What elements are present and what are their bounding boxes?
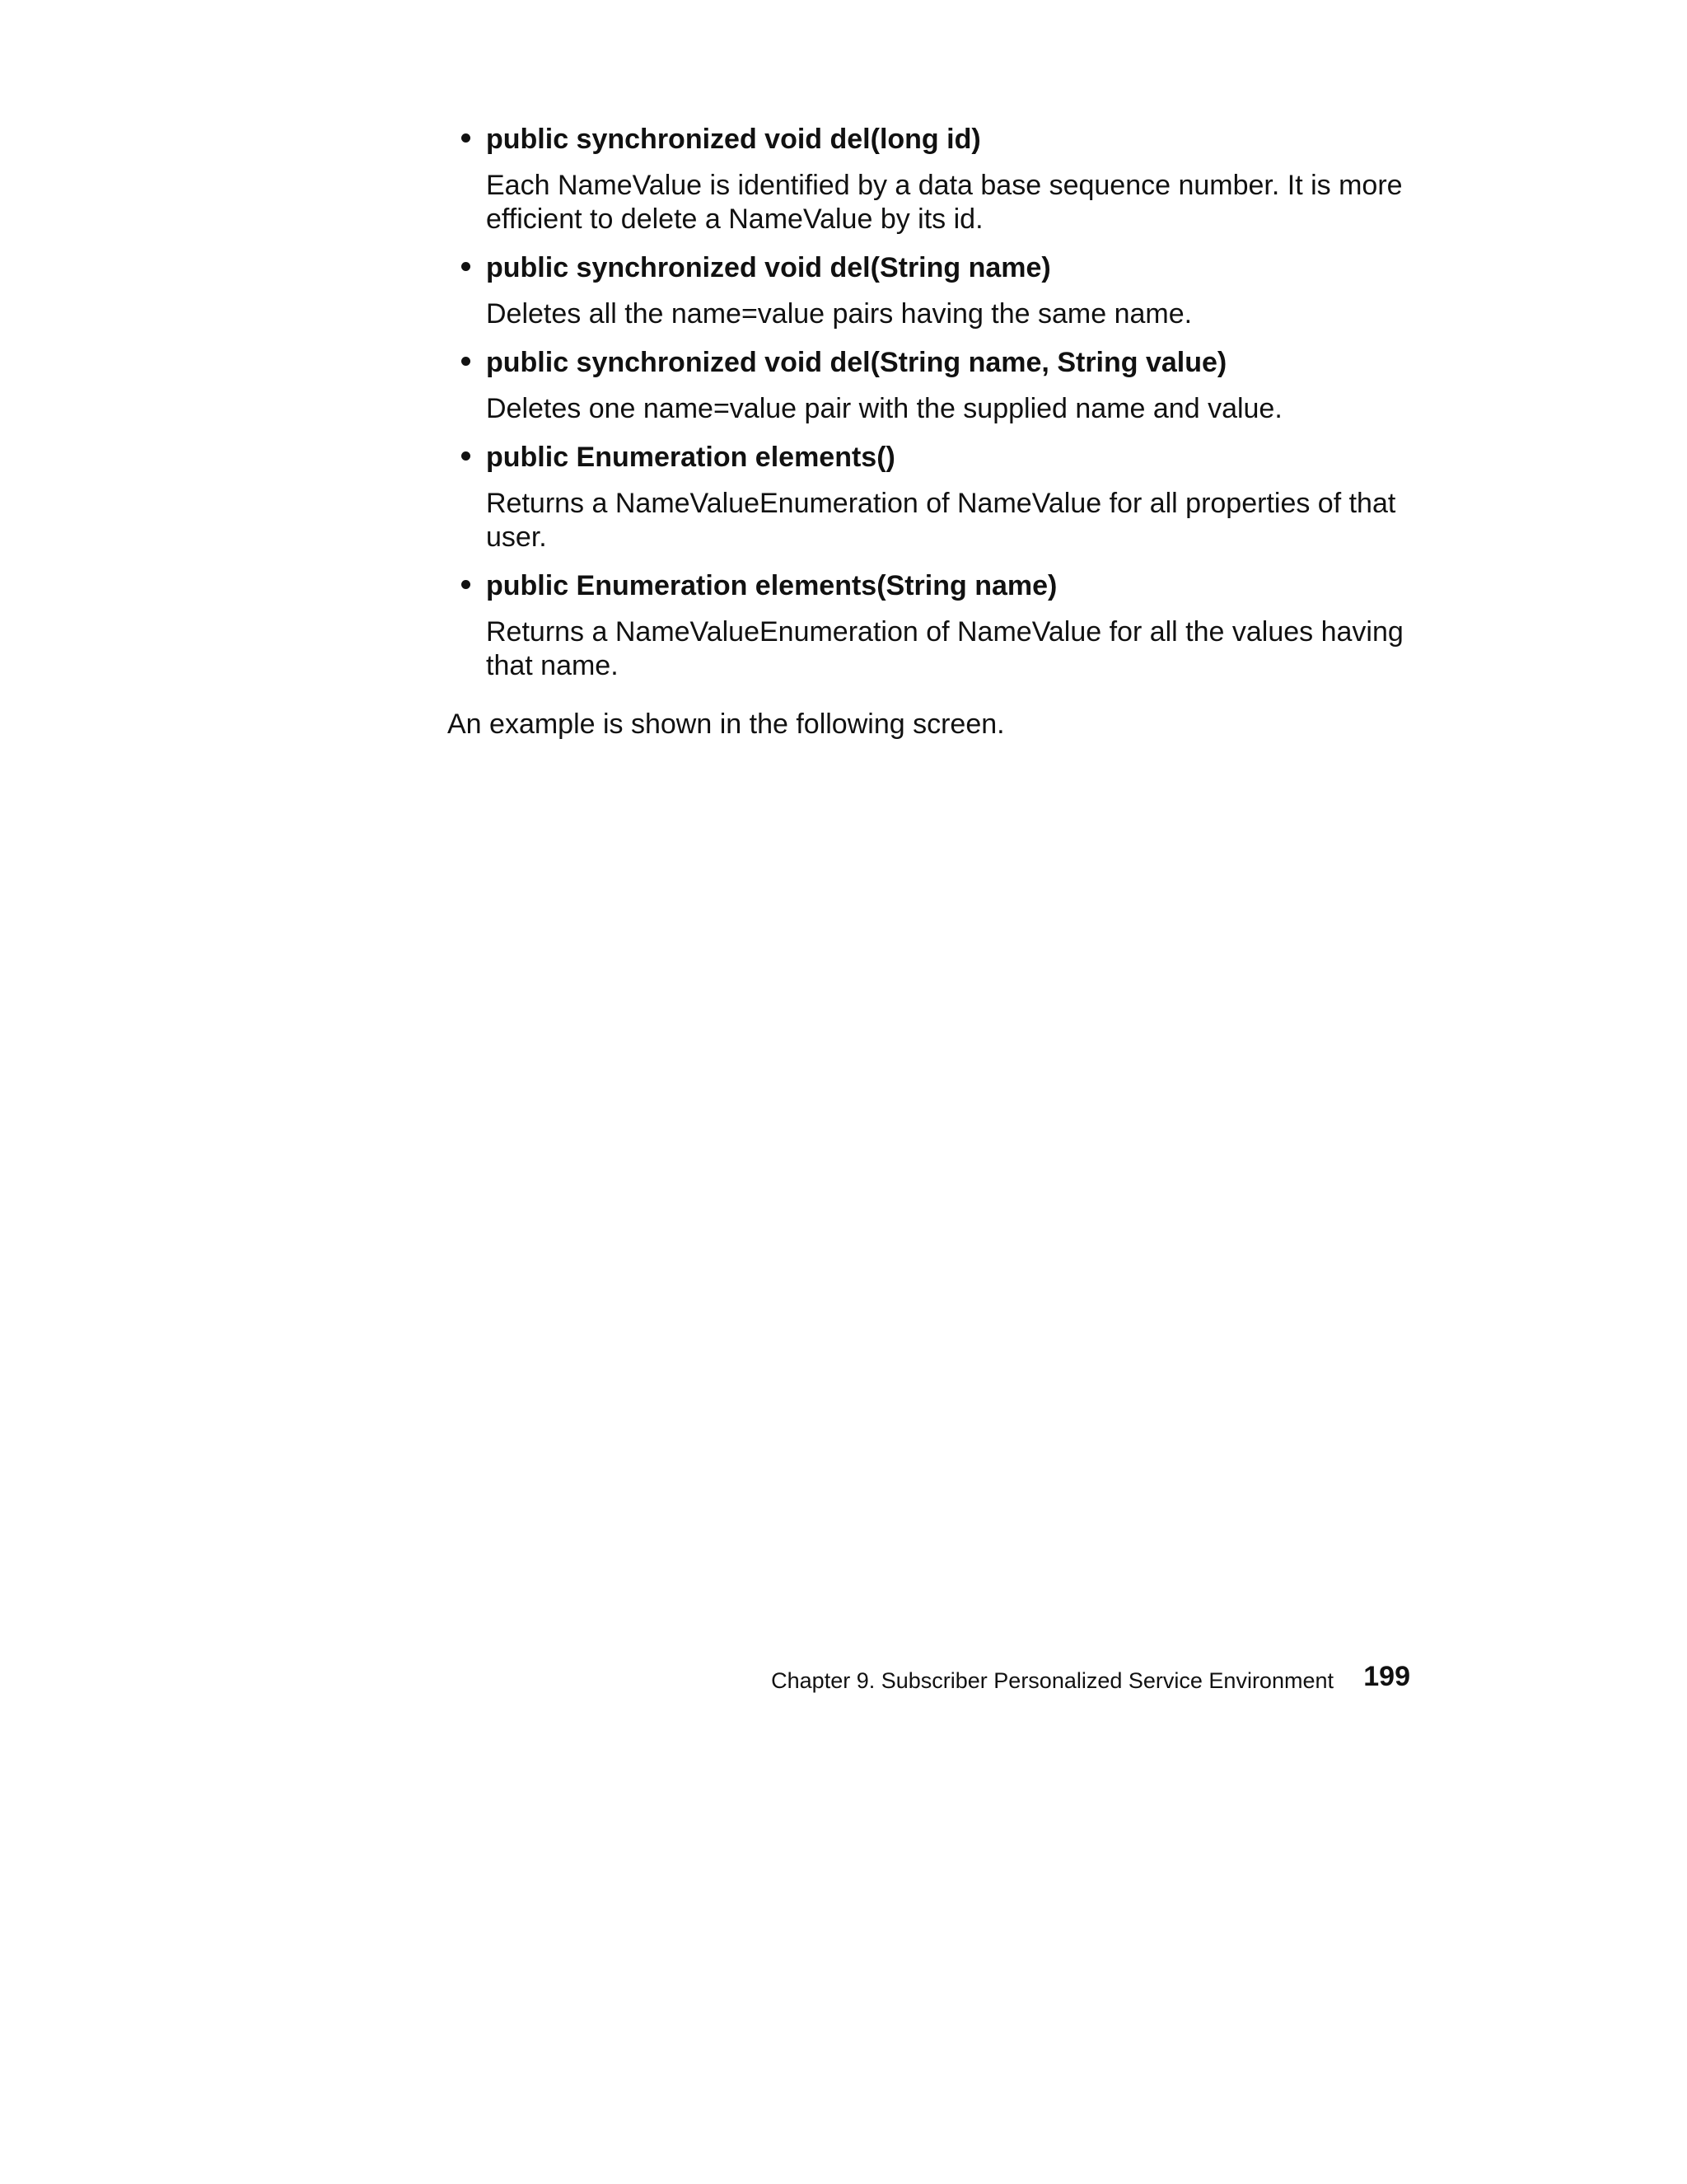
method-item: [447, 440, 1419, 554]
method-signature: public Enumeration elements(): [486, 442, 895, 473]
intro-paragraph: An example is shown in the following screen.: [447, 709, 1005, 740]
method-description: Deletes all the name=value pairs having the same name.: [486, 298, 1193, 330]
method-signature: public synchronized void del(String name, String value): [486, 347, 1227, 378]
method-description: Each NameValue is identified by a data base sequence number. It is more efficient to delete a NameValue by its id.: [486, 170, 1403, 235]
bullet-icon: [461, 357, 470, 366]
method-description: Returns a NameValueEnumeration of NameValue for all the values having that name.: [486, 616, 1404, 681]
method-description: Returns a NameValueEnumeration of NameValue for all properties of that user.: [486, 488, 1396, 553]
footer-chapter-title: Chapter 9. Subscriber Personalized Service Environment: [771, 1668, 1334, 1693]
page-footer: [771, 1659, 1415, 1695]
method-signature: public synchronized void del(String name): [486, 252, 1051, 283]
method-item: [447, 250, 1419, 331]
bullet-icon: [461, 262, 470, 271]
bullet-icon: [461, 133, 470, 143]
method-list: [447, 122, 1419, 683]
method-signature: public Enumeration elements(String name): [486, 570, 1058, 601]
method-signature: public synchronized void del(long id): [486, 124, 981, 155]
main-content: [447, 122, 1419, 741]
method-item: [447, 122, 1419, 236]
method-item: [447, 568, 1419, 683]
method-description: Deletes one name=value pair with the supplied name and value.: [486, 393, 1283, 424]
page-number: 199: [1363, 1661, 1410, 1692]
bullet-icon: [461, 580, 470, 589]
bullet-icon: [461, 451, 470, 461]
method-item: [447, 345, 1419, 426]
